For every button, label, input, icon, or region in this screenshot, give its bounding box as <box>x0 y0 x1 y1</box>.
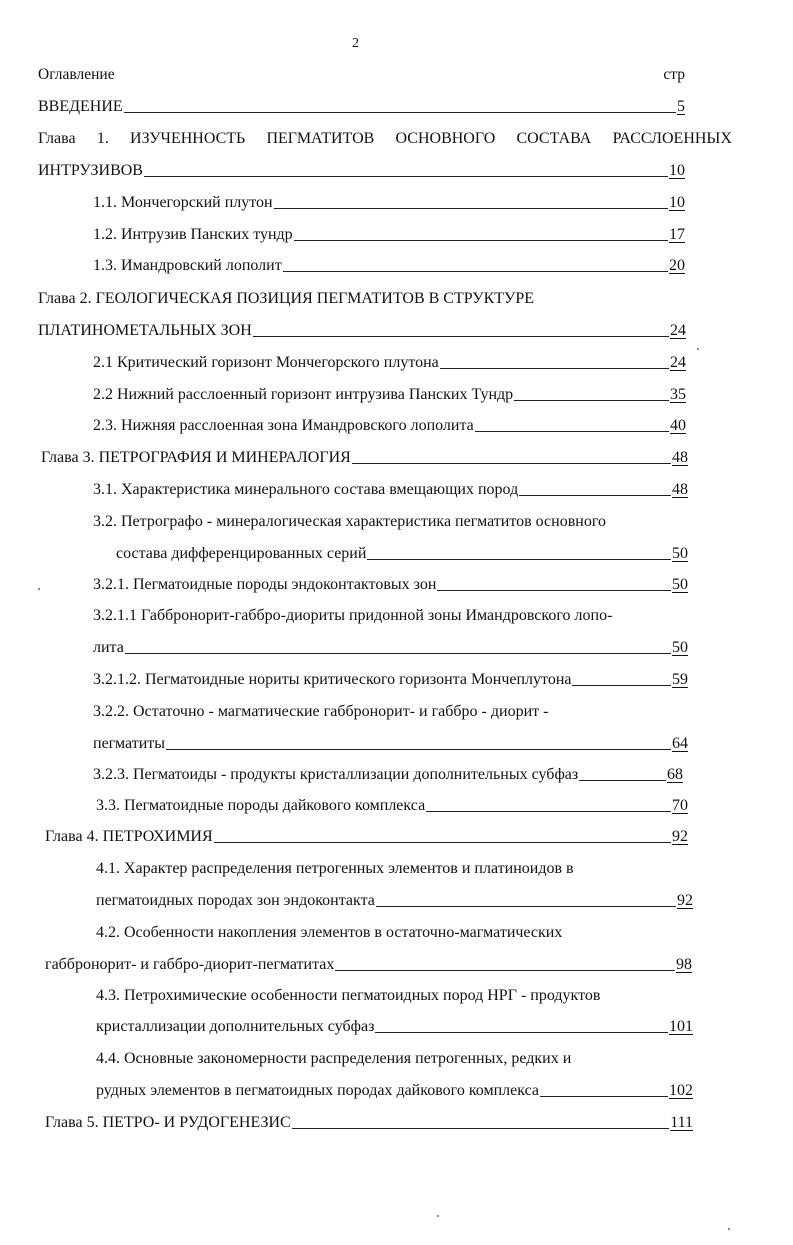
word: РАССЛОЕННЫХ <box>612 130 732 147</box>
leader-line <box>335 970 675 971</box>
leader-line <box>292 1128 670 1129</box>
leader-line <box>144 176 668 177</box>
toc-entry-page: 17 <box>669 226 685 243</box>
scan-speck <box>38 588 40 590</box>
word: ОСНОВНОГО <box>395 130 496 147</box>
toc-entry-title: Глава 3. ПЕТРОГРАФИЯ И МИНЕРАЛОГИЯ <box>41 449 351 466</box>
toc-entry-title: 1.3. Имандровский лополит <box>93 257 282 274</box>
leader-line <box>166 749 671 750</box>
toc-entry-title: 3.2.3. Пегматоиды - продукты кристаллизации дополнительных субфаз <box>93 766 579 783</box>
leader-line <box>440 368 669 369</box>
scan-speck <box>728 1228 730 1230</box>
toc-entry-title: 1.2. Интрузив Панских тундр <box>93 226 293 243</box>
toc-section-1-1 <box>93 193 685 213</box>
toc-entry-page: 50 <box>672 576 688 593</box>
leader-line <box>437 590 671 591</box>
toc-chapter-1-line1 <box>38 129 732 149</box>
toc-entry-title: 2.1 Критический горизонт Мончегорского плутона <box>93 354 439 371</box>
toc-entry-page: 24 <box>670 322 686 339</box>
toc-entry-page: 68 <box>667 766 683 783</box>
leader-line <box>475 431 669 432</box>
leader-line <box>125 653 671 654</box>
toc-entry-title: 3.1. Характеристика минерального состава вмещающих пород <box>93 481 519 498</box>
leader-line <box>579 780 666 781</box>
toc-chapter-1-line2 <box>38 161 685 181</box>
leader-line <box>426 811 671 812</box>
toc-entry-page: 98 <box>676 956 692 973</box>
leader-line <box>519 495 671 496</box>
leader-line <box>283 271 668 272</box>
word: ПЕГМАТИТОВ <box>266 130 375 147</box>
toc-section-4-1-line1: 4.1. Характер распределения петрогенных элементов и платиноидов в <box>96 860 574 877</box>
toc-entry-title: пегматоидных породах зон эндоконтакта <box>96 892 375 909</box>
toc-section-3-2-1-2 <box>93 670 688 690</box>
toc-section-2-1 <box>93 353 686 373</box>
toc-entry-title: габбронорит- и габбро-диорит-пегматитах <box>45 956 335 973</box>
toc-section-4-4-line1: 4.4. Основные закономерности распределения петрогенных, редких и <box>96 1050 572 1067</box>
word: 1. <box>96 130 109 147</box>
toc-entry-page: 20 <box>669 257 685 274</box>
toc-chapter-2-line1: Глава 2. ГЕОЛОГИЧЕСКАЯ ПОЗИЦИЯ ПЕГМАТИТОВ В СТРУКТУРЕ <box>38 290 535 307</box>
toc-entry-title: 3.3. Пегматоидные породы дайкового комплекса <box>96 797 426 814</box>
toc-section-3-2-1-1-line2 <box>93 638 688 658</box>
leader-line <box>124 112 676 113</box>
toc-section-3-2-2-line1: 3.2.2. Остаточно - магматические габбронорит- и габбро - диорит - <box>93 703 549 720</box>
leader-line <box>214 842 671 843</box>
toc-entry-page: 48 <box>672 481 688 498</box>
word: Глава <box>38 130 76 147</box>
toc-section-3-2-2-line2 <box>93 734 688 754</box>
toc-header <box>38 66 685 84</box>
leader-line <box>367 559 671 560</box>
toc-section-2-3 <box>93 416 686 436</box>
toc-entry-page: 92 <box>677 892 693 909</box>
toc-entry-title: 2.3. Нижняя расслоенная зона Имандровского лополита <box>93 417 474 434</box>
toc-section-3-2-1 <box>93 575 688 595</box>
toc-entry-title: 2.2 Нижний расслоенный горизонт интрузива Панских Тундр <box>93 386 514 403</box>
toc-entry-page: 10 <box>669 194 685 211</box>
leader-line <box>274 208 668 209</box>
toc-section-3-1 <box>93 480 688 500</box>
toc-section-4-4-line2 <box>96 1081 693 1101</box>
toc-entry-page: 35 <box>670 386 686 403</box>
page-number: 2 <box>352 36 359 51</box>
toc-entry-page: 50 <box>672 639 688 656</box>
toc-entry-page: 50 <box>672 545 688 562</box>
toc-section-4-3-line2 <box>96 1017 693 1037</box>
toc-section-3-2-line2 <box>116 544 688 564</box>
toc-chapter-2-line2 <box>38 321 686 341</box>
leader-line <box>352 463 671 464</box>
toc-entry-page: 24 <box>670 354 686 371</box>
toc-section-4-3-line1: 4.3. Петрохимические особенности пегматоидных пород НРГ - продуктов <box>96 987 601 1004</box>
toc-section-4-2-line2 <box>45 955 692 975</box>
toc-entry-page: 40 <box>670 417 686 434</box>
toc-entry-page: 10 <box>669 162 685 179</box>
toc-chapter-5 <box>45 1113 693 1133</box>
toc-section-4-1-line2 <box>96 891 693 911</box>
toc-entry-page: 5 <box>677 98 685 115</box>
toc-entry-title: рудных элементов в пегматоидных породах дайкового комплекса <box>96 1082 540 1099</box>
toc-section-3-2-3 <box>93 765 683 785</box>
toc-section-3-3 <box>96 796 688 816</box>
toc-entry-page: 59 <box>672 671 688 688</box>
toc-entry-title: 1.1. Мончегорский плутон <box>93 194 273 211</box>
toc-entry-title: ИНТРУЗИВОВ <box>38 162 143 179</box>
toc-entry-intro <box>38 97 685 117</box>
toc-entry-title: 3.2.1. Пегматоидные породы эндоконтактовых зон <box>93 576 437 593</box>
toc-section-4-2-line1: 4.2. Особенности накопления элементов в остаточно-магматических <box>96 924 563 941</box>
toc-entry-title: ПЛАТИНОМЕТАЛЬНЫХ ЗОН <box>38 322 252 339</box>
toc-entry-title: кристаллизации дополнительных субфаз <box>96 1018 375 1035</box>
scan-speck <box>697 348 699 350</box>
word: ИЗУЧЕННОСТЬ <box>130 130 246 147</box>
scan-speck <box>437 1215 439 1217</box>
toc-entry-page: 64 <box>672 735 688 752</box>
toc-chapter-3 <box>41 448 688 468</box>
toc-entry-page: 101 <box>669 1018 693 1035</box>
toc-entry-title: лита <box>93 639 124 656</box>
leader-line <box>572 685 671 686</box>
toc-entry-title: пегматиты <box>93 735 166 752</box>
toc-section-1-3 <box>93 256 685 276</box>
toc-section-1-2 <box>93 225 685 245</box>
toc-entry-title: ВВЕДЕНИЕ <box>38 98 123 115</box>
toc-section-2-2 <box>93 385 686 405</box>
page-column-label: стр <box>663 66 685 83</box>
leader-line <box>540 1096 668 1097</box>
toc-section-3-2-1-1-line1: 3.2.1.1 Габбронорит-габбро-диориты придонной зоны Имандровского лопо- <box>93 607 613 624</box>
leader-line <box>514 400 669 401</box>
toc-entry-title: состава дифференцированных серий <box>116 545 367 562</box>
toc-chapter-4 <box>45 827 688 847</box>
toc-title: Оглавление <box>38 66 115 83</box>
leader-line <box>253 336 669 337</box>
word: СОСТАВА <box>516 130 592 147</box>
leader-line <box>376 906 676 907</box>
toc-entry-title: 3.2.1.2. Пегматоидные нориты критического горизонта Мончеплутона <box>93 671 572 688</box>
leader-line <box>375 1032 668 1033</box>
toc-entry-title: Глава 4. ПЕТРОХИМИЯ <box>45 828 213 845</box>
toc-entry-page: 92 <box>672 828 688 845</box>
leader-line <box>294 240 668 241</box>
toc-entry-title: Глава 5. ПЕТРО- И РУДОГЕНЕЗИС <box>45 1114 291 1131</box>
toc-entry-page: 102 <box>669 1082 693 1099</box>
toc-entry-page: 111 <box>670 1114 693 1131</box>
toc-entry-page: 70 <box>672 797 688 814</box>
toc-section-3-2-line1: 3.2. Петрографо - минералогическая характеристика пегматитов основного <box>93 513 606 530</box>
toc-entry-page: 48 <box>672 449 688 466</box>
